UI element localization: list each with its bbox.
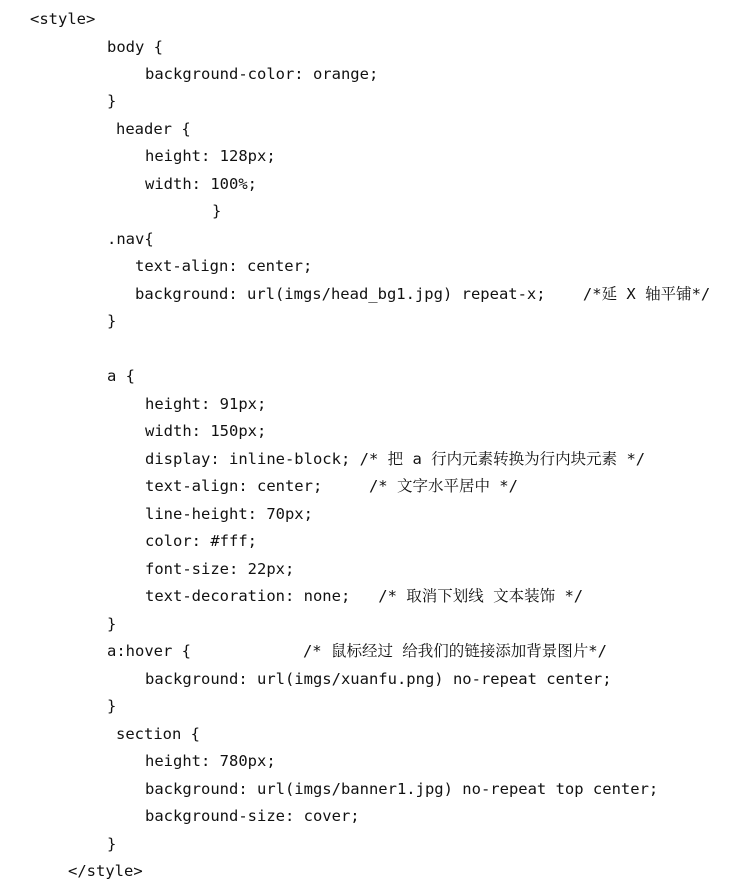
code-line: } xyxy=(212,202,222,220)
code-line: a:hover { /* 鼠标经过 给我们的链接添加背景图片*/ xyxy=(107,642,607,660)
code-line: <style> xyxy=(30,10,96,28)
code-line: height: 128px; xyxy=(145,147,276,165)
code-line: display: inline-block; /* 把 a 行内元素转换为行内块元素 */ xyxy=(145,450,646,468)
code-line: </style> xyxy=(68,862,143,880)
code-line: height: 780px; xyxy=(145,752,276,770)
code-line: } xyxy=(107,835,117,853)
code-line: color: #fff; xyxy=(145,532,257,550)
code-line: } xyxy=(107,615,117,633)
code-line: text-align: center; /* 文字水平居中 */ xyxy=(145,477,518,495)
code-line: a { xyxy=(107,367,135,385)
code-line: text-align: center; xyxy=(135,257,313,275)
code-line: body { xyxy=(107,38,163,56)
code-line: .nav{ xyxy=(107,230,154,248)
code-line: background: url(imgs/banner1.jpg) no-repeat top center; xyxy=(145,780,659,798)
code-line: height: 91px; xyxy=(145,395,267,413)
code-line: background: url(imgs/head_bg1.jpg) repeat-x; /*延 X 轴平铺*/ xyxy=(135,285,711,303)
code-line: section { xyxy=(116,725,200,743)
code-line: background-size: cover; xyxy=(145,807,360,825)
code-line: text-decoration: none; /* 取消下划线 文本装饰 */ xyxy=(145,587,584,605)
code-line: } xyxy=(107,312,117,330)
code-line: font-size: 22px; xyxy=(145,560,295,578)
code-line: header { xyxy=(116,120,191,138)
code-line: } xyxy=(107,697,117,715)
code-line: background: url(imgs/xuanfu.png) no-repeat center; xyxy=(145,670,612,688)
code-line: width: 100%; xyxy=(145,175,257,193)
code-line: } xyxy=(107,92,117,110)
code-line: line-height: 70px; xyxy=(145,505,313,523)
code-line: width: 150px; xyxy=(145,422,267,440)
code-line: background-color: orange; xyxy=(145,65,379,83)
